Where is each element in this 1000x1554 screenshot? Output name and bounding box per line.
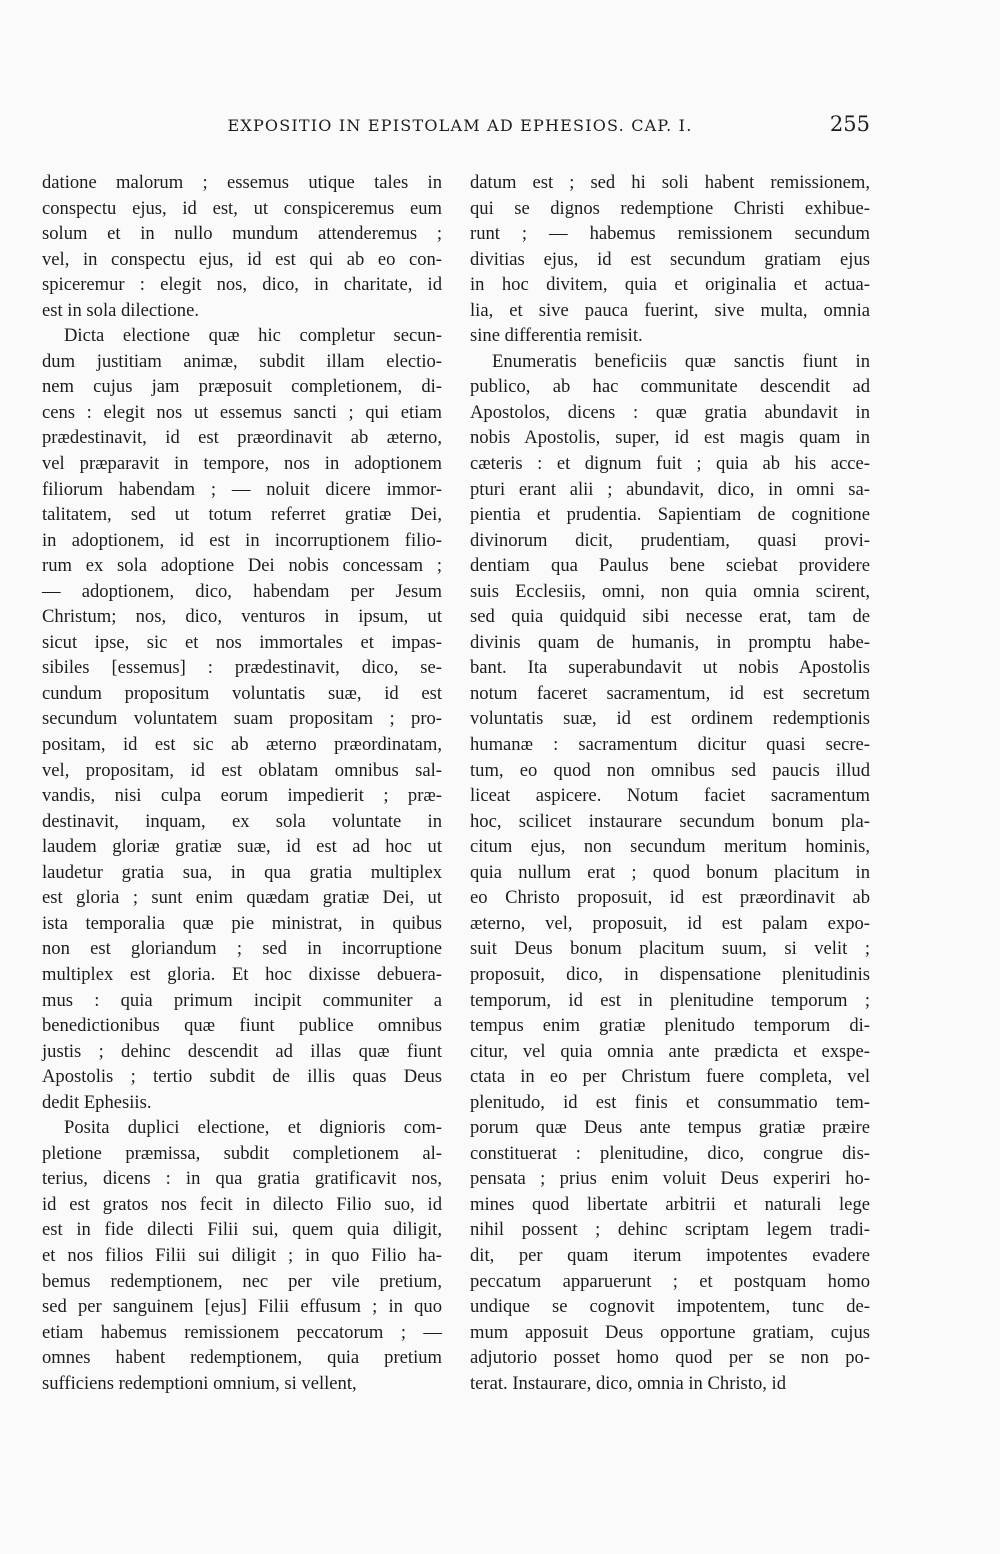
left-column-line: benedictionibus quæ fiunt publice omnibus	[42, 1015, 442, 1037]
left-column-line: pletione præmissa, subdit completionem al-	[42, 1142, 442, 1164]
right-column-line: publico, ab hac communitate descendit ad	[470, 376, 870, 398]
left-column-line: ista temporalia quæ pie ministrat, in quibus	[42, 912, 442, 934]
left-column-line: Christum; nos, dico, venturos in ipsum, ut	[42, 606, 442, 628]
right-column-line: liceat aspicere. Notum faciet sacramentum	[470, 785, 870, 807]
left-column-line: est gloria ; sunt enim quædam gratiæ Dei, ut	[42, 887, 442, 909]
right-column-line: tum, eo quod non omnibus sed paucis illud	[470, 759, 870, 781]
left-column-line: rum ex sola adoptione Dei nobis concessam ;	[42, 555, 442, 577]
right-column	[470, 170, 870, 1396]
right-column-line: runt ; — habemus remissionem secundum	[470, 223, 870, 245]
right-column-line: eo Christo proposuit, id est præordinavit ab	[470, 887, 870, 909]
left-column-line: omnes habent redemptionem, quia pretium	[42, 1347, 442, 1369]
left-column-line: solum et in nullo mundum attenderemus ;	[42, 223, 442, 245]
left-column-line: justis ; dehinc descendit ad illas quæ fiunt	[42, 1040, 442, 1062]
left-column-line: non est gloriandum ; sed in incorruptione	[42, 938, 442, 960]
right-column-line: lia, et sive pauca fuerint, sive multa, omnia	[470, 299, 870, 321]
left-column-line: vel, propositam, id est oblatam omnibus sal-	[42, 759, 442, 781]
right-column-line: nihil possent ; dehinc scriptam legem tradi-	[470, 1219, 870, 1241]
right-column-line: in hoc divitem, quia et originalia et actua-	[470, 274, 870, 296]
left-column-line: datione malorum ; essemus utique tales in	[42, 172, 442, 193]
left-column-line: secundum voluntatem suam propositam ; pro-	[42, 708, 442, 730]
left-column-line: etiam habemus remissionem peccatorum ; —	[42, 1321, 442, 1343]
right-column-line: pensata ; prius enim voluit Deus experiri ho-	[470, 1168, 870, 1190]
right-column-line: divinorum dicit, prudentiam, quasi provi-	[470, 529, 870, 551]
left-column-line: est in fide dilecti Filii sui, quem quia diligit,	[42, 1219, 442, 1241]
right-column-line: quia nullum erat ; quod bonum placitum in	[470, 861, 870, 883]
left-column-line: positam, id est sic ab æterno præordinatam,	[42, 734, 442, 756]
left-column-line: vel præparavit in tempore, nos in adoptionem	[42, 453, 442, 475]
right-column-line: divinis quam de humanis, in promptu habe-	[470, 631, 870, 653]
right-column-line: suit Deus bonum placitum suum, si velit ;	[470, 938, 870, 960]
running-head: EXPOSITIO IN EPISTOLAM AD EPHESIOS. CAP. I.	[227, 116, 693, 135]
right-column-line: bant. Ita superabundavit ut nobis Apostolis	[470, 657, 870, 679]
left-column-line: nem cujus jam præposuit completionem, di-	[42, 376, 442, 398]
left-column-line: cundum propositum voluntatis suæ, id est	[42, 682, 442, 704]
left-column-line: sufficiens redemptioni omnium, si vellent,	[42, 1372, 357, 1394]
right-column-line: terat. Instaurare, dico, omnia in Christo, id	[470, 1372, 787, 1394]
right-column-line: porum quæ Deus ante tempus gratiæ præire	[470, 1117, 870, 1139]
left-column-line: est in sola dilectione.	[42, 299, 199, 321]
right-column-line: nobis Apostolis, super, id est magis quam in	[470, 427, 870, 449]
left-column-line: vel, in conspectu ejus, id est qui ab eo con-	[42, 248, 442, 270]
right-column-line: citum ejus, non secundum meritum hominis,	[470, 836, 870, 858]
right-column-line: Enumeratis beneficiis quæ sanctis fiunt in	[492, 350, 870, 372]
left-column-line: spiceremur : elegit nos, dico, in charitate, id	[42, 274, 442, 296]
right-column-line: humanæ : sacramentum dicitur quasi secre-	[470, 734, 870, 756]
left-column-line: Apostolis ; tertio subdit de illis quas Deus	[42, 1066, 442, 1088]
right-column-line: ctata in eo per Christum fuere completa, vel	[470, 1066, 870, 1088]
page-number: 255	[829, 112, 870, 136]
left-column-line: terius, dicens : in qua gratia gratificavit nos,	[42, 1168, 442, 1190]
left-column-line: prædestinavit, id est præordinavit ab æterno,	[42, 427, 442, 449]
left-column-line: sicut ipse, sic et nos immortales et impas-	[42, 631, 442, 653]
left-column-line: conspectu ejus, id est, ut conspiceremus eum	[42, 197, 442, 219]
left-column-line: destinavit, inquam, ex sola voluntate in	[42, 810, 442, 832]
left-column-line: talitatem, sed ut totum referret gratiæ Dei,	[42, 504, 442, 526]
right-column-line: divitias ejus, id est secundum gratiam ejus	[470, 248, 870, 270]
right-column-line: æterno, vel, proposuit, id est palam expo-	[470, 912, 870, 934]
right-column-line: sine differentia remisit.	[470, 325, 643, 347]
left-column-line: filiorum habendam ; — noluit dicere immor-	[42, 478, 442, 500]
left-column-line: laudem gloriæ gratiæ suæ, id est ad hoc ut	[42, 836, 442, 858]
right-column-line: mines quod libertate arbitrii et naturali lege	[470, 1193, 870, 1215]
left-column-line: sed per sanguinem [ejus] Filii effusum ; in quo	[42, 1296, 442, 1318]
left-column-line: mus : quia primum incipit communiter a	[42, 989, 442, 1011]
right-column-line: adjutorio posset homo quod per se non po-	[470, 1347, 870, 1369]
left-column-line: in adoptionem, id est in incorruptionem filio-	[42, 529, 442, 551]
right-column-line: qui se dignos redemptione Christi exhibue-	[470, 197, 870, 219]
right-column-line: peccatum apparuerunt ; et postquam homo	[470, 1270, 870, 1292]
right-column-line: sed quia quidquid sibi necesse erat, tam de	[470, 606, 870, 628]
left-column-line: multiplex est gloria. Et hoc dixisse debuera-	[42, 963, 442, 985]
right-column-line: citur, vel quia omnia ante prædicta et exspe-	[470, 1040, 870, 1062]
right-column-line: proposuit, dico, in dispensatione plenitudinis	[470, 963, 870, 985]
right-column-line: pientia et prudentia. Sapientiam de cognitione	[470, 504, 870, 526]
left-column-line: et nos filios Filii sui diligit ; in quo Filio ha-	[42, 1244, 442, 1266]
right-column-line: suis Ecclesiis, omni, non quia omnia scirent,	[470, 580, 870, 602]
left-column-line: — adoptionem, dico, habendam per Jesum	[42, 580, 442, 602]
left-column-line: id est gratos nos fecit in dilecto Filio suo, id	[42, 1193, 442, 1215]
left-column-line: laudetur gratia sua, in qua gratia multiplex	[42, 861, 442, 883]
right-column-line: hoc, scilicet instaurare secundum bonum pla-	[470, 810, 870, 832]
right-column-line: constituerat : plenitudine, dico, congrue dis-	[470, 1142, 870, 1164]
right-column-line: pturi erant alii ; abundavit, dico, in omni sa-	[470, 478, 870, 500]
left-column-line: Posita duplici electione, et dignioris com-	[64, 1117, 442, 1139]
right-column-line: voluntatis suæ, id est ordinem redemptionis	[470, 708, 870, 730]
right-column-line: tempus enim gratiæ plenitudo temporum di-	[470, 1015, 870, 1037]
right-column-line: dentiam qua Paulus bene sciebat providere	[470, 555, 870, 577]
left-column-line: bemus redemptionem, nec per vile pretium,	[42, 1270, 442, 1292]
left-column-line: sibiles [essemus] : prædestinavit, dico, se-	[42, 657, 442, 679]
left-column-line: dum justitiam animæ, subdit illam electio-	[42, 350, 442, 372]
left-column-line: dedit Ephesiis.	[42, 1091, 152, 1113]
left-column	[42, 170, 442, 1396]
right-column-line: temporum, id est in plenitudine temporum ;	[470, 989, 870, 1011]
right-column-line: undique se cognovit impotentem, tunc de-	[470, 1296, 870, 1318]
right-column-line: datum est ; sed hi soli habent remissionem,	[470, 172, 870, 193]
right-column-line: cæteris : et dignum fuit ; quia ab his acce-	[470, 453, 870, 475]
left-column-line: vandis, nisi culpa eorum impedierit ; præ-	[42, 785, 442, 807]
right-column-line: notum faceret sacramentum, id est secretum	[470, 682, 870, 704]
right-column-line: mum apposuit Deus opportune gratiam, cujus	[470, 1321, 870, 1343]
right-column-line: Apostolos, dicens : quæ gratia abundavit in	[470, 401, 870, 423]
right-column-line: plenitudo, id est finis et consummatio tem-	[470, 1091, 870, 1113]
left-column-line: Dicta electione quæ hic completur secun-	[64, 325, 442, 347]
left-column-line: cens : elegit nos ut essemus sancti ; qui etiam	[42, 401, 442, 423]
right-column-line: dit, per quam iterum impotentes evadere	[470, 1244, 870, 1266]
